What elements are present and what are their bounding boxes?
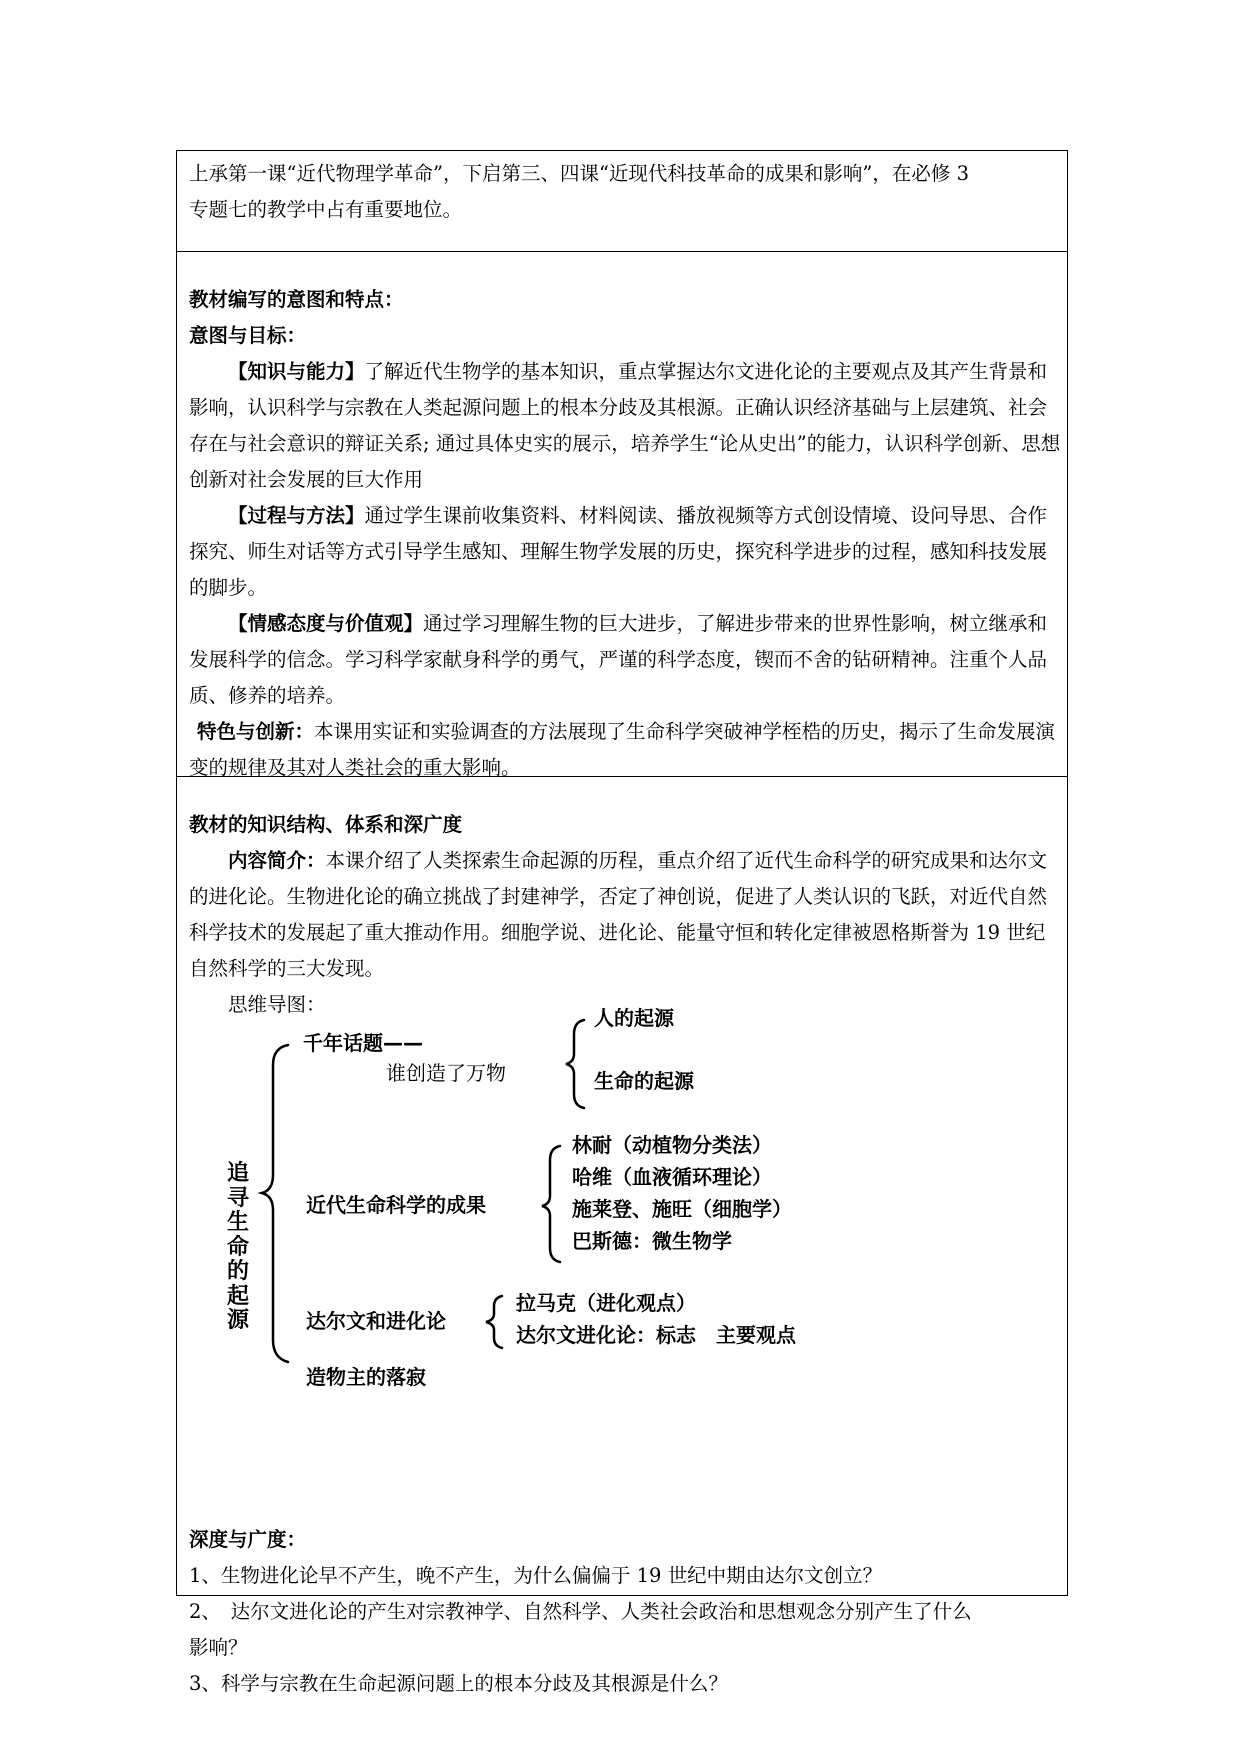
emotion-text: 通过学习理解生物的巨大进步，了解进步带来的世界性影响，树立继承和发展科学的信念。学习科学家献身科学的勇气，严谨的科学态度，锲而不舍的钻研精神。注重个人品质、修养的培养。: [189, 612, 1048, 707]
feature-text: 本课用实证和实验调查的方法展现了生命科学突破神学桎梏的历史，揭示了生命发展演变的规律及其对人类社会的重大影响。: [189, 720, 1056, 779]
branch1-brace: [566, 1020, 584, 1108]
intro-paragraph: [189, 843, 1063, 987]
branch3-brace: [486, 1296, 502, 1348]
branch2-brace: [542, 1146, 560, 1262]
table-row-intent: [177, 251, 1067, 779]
context-line-1: 上承第一课“近代物理学革命”，下启第三、四课“近现代科技革命的成果和影响”，在必修 3: [189, 162, 969, 185]
branch2-label: 近代生命科学的成果: [306, 1193, 486, 1217]
emotion-paragraph: [189, 606, 1063, 714]
knowledge-label: 【知识与能力】: [228, 360, 365, 383]
branch2-item-pasteur: 巴斯德：微生物学: [572, 1229, 732, 1253]
knowledge-paragraph: [189, 354, 1063, 498]
branch4-label: 造物主的落寂: [306, 1365, 426, 1389]
mindmap-label: 思维导图：: [228, 993, 326, 1016]
branch2-item-schleiden: 施莱登、施旺（细胞学）: [572, 1197, 792, 1221]
emotion-label: 【情感态度与价值观】: [228, 612, 424, 635]
feature-label: 特色与创新：: [197, 720, 315, 743]
branch2-item-linnaeus: 林耐（动植物分类法）: [572, 1133, 772, 1157]
branch3-label: 达尔文和进化论: [306, 1309, 446, 1333]
mindmap-root-char: 起: [226, 1283, 249, 1309]
mindmap-root-char: 命: [226, 1234, 249, 1260]
mindmap-root-char: 的: [226, 1259, 249, 1284]
root-brace: [262, 1045, 288, 1362]
intent-subheading: 意图与目标：: [189, 324, 307, 347]
question-2-line-2: 影响？: [189, 1636, 248, 1659]
question-2-line-1: 2、 达尔文进化论的产生对宗教神学、自然科学、人类社会政治和思想观念分别产生了什么: [189, 1600, 972, 1623]
branch2-item-harvey: 哈维（血液循环理论）: [572, 1165, 772, 1189]
mindmap-root-char: 生: [226, 1210, 249, 1235]
mindmap-root: [226, 1162, 250, 1334]
branch1-sublabel: 谁创造了万物: [386, 1061, 506, 1085]
knowledge-text: 了解近代生物学的基本知识，重点掌握达尔文进化论的主要观点及其产生背景和影响，认识科学与宗教在人类起源问题上的根本分歧及其根源。正确认识经济基础与上层建筑、社会存在与社会意识的辩证关系; 通过具体史实的展示，培养学生“论从史出”的能力，认识科学创新、思想创新对社会发展的巨大作用: [189, 360, 1061, 491]
mindmap-root-char: 追: [226, 1161, 249, 1186]
branch1-item-human: 人的起源: [594, 1006, 674, 1030]
branch1-label: 千年话题——: [303, 1031, 423, 1055]
table-row-context: [177, 151, 1067, 251]
branch1-item-life: 生命的起源: [594, 1069, 694, 1093]
question-1: 1、生物进化论早不产生，晚不产生，为什么偏偏于 19 世纪中期由达尔文创立？: [189, 1564, 883, 1587]
context-line-2: 专题七的教学中占有重要地位。: [189, 198, 463, 221]
branch3-item-lamarck: 拉马克（进化观点）: [516, 1291, 696, 1315]
intro-text: 本课介绍了人类探索生命起源的历程，重点介绍了近代生命科学的研究成果和达尔文的进化论。生物进化论的确立挑战了封建神学，否定了神创说，促进了人类认识的飞跃，对近代自然科学技术的发展起了重大推动作用。细胞学说、进化论、能量守恒和转化定律被恩格斯誉为 19 世纪自然科学的三大发现。: [189, 849, 1048, 980]
mindmap-root-char: 源: [226, 1308, 249, 1333]
question-3: 3、科学与宗教在生命起源问题上的根本分歧及其根源是什么？: [189, 1672, 728, 1695]
mindmap-root-char: 寻: [226, 1185, 249, 1211]
process-paragraph: [189, 498, 1063, 606]
structure-heading: 教材的知识结构、体系和深广度: [189, 813, 463, 836]
intent-heading: 教材编写的意图和特点：: [189, 288, 404, 311]
process-label: 【过程与方法】: [228, 504, 365, 527]
branch3-item-darwin: 达尔文进化论：标志 主要观点: [516, 1323, 796, 1347]
intro-label: 内容简介：: [228, 849, 326, 872]
process-text: 通过学生课前收集资料、材料阅读、播放视频等方式创设情境、设问导思、合作探究、师生对话等方式引导学生感知、理解生物学发展的历史，探究科学进步的过程，感知科技发展的脚步。: [189, 504, 1048, 599]
mind-map: [176, 1006, 1068, 1389]
depth-heading: 深度与广度：: [189, 1528, 307, 1551]
